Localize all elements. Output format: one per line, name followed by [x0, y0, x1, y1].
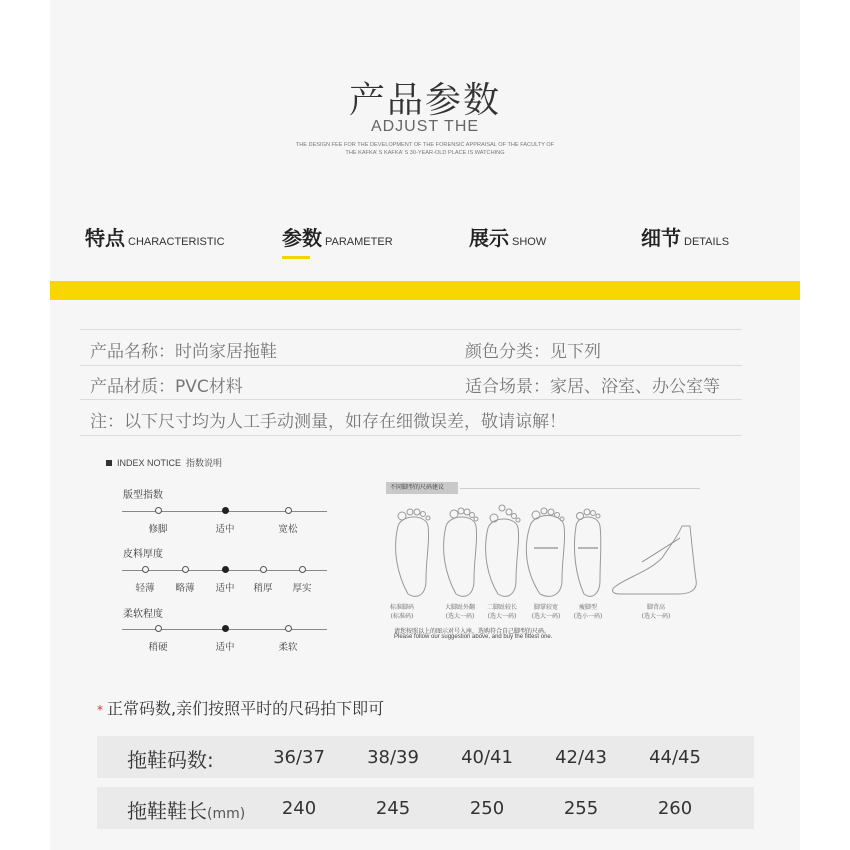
size-cell: 42/43	[555, 747, 607, 768]
scale-dot-selected	[222, 625, 229, 632]
foot-caption	[372, 602, 432, 620]
scale-dot-selected	[222, 566, 229, 573]
length-row-label	[127, 795, 245, 824]
scale-dot	[155, 507, 162, 514]
tab-label-cn: 特点	[85, 226, 125, 250]
foot-caption-line: (选小一码)	[573, 613, 603, 620]
divider	[80, 399, 742, 400]
foot-caption-line: 大脚趾外翻	[444, 604, 475, 611]
foot-caption-line: 脚掌较宽	[533, 604, 558, 611]
tab-label-en: SHOW	[512, 236, 547, 248]
size-cell: 36/37	[273, 747, 325, 768]
foot-caption-line: (选大一码)	[445, 613, 475, 620]
scale-dot	[260, 566, 267, 573]
divider	[80, 435, 742, 436]
scale-dot	[299, 566, 306, 573]
fine-print-line-1: THE DESIGN FEE FOR THE DEVELOPMENT OF THE FORENSIC APPRAISAL OF THE FACULTY OF	[295, 142, 555, 148]
page-background	[50, 0, 800, 850]
foot-guide-note-en: Please follow our suggestion above, and buy the fittest one.	[394, 634, 553, 640]
size-note-text: 正常码数,亲们按照平时的尺码拍下即可	[107, 699, 385, 718]
tab-show[interactable]	[469, 222, 546, 251]
active-tab-indicator	[282, 256, 310, 259]
page-title: 产品参数	[348, 80, 501, 121]
scale-dot	[285, 625, 292, 632]
length-cell: 240	[281, 798, 317, 819]
tab-parameter[interactable]	[282, 222, 393, 251]
size-cell: 44/45	[649, 747, 701, 768]
scale-dot	[285, 507, 292, 514]
measurement-notice: 注：以下尺寸均为人工手动测量，如存在细微误差，敬请谅解！	[90, 412, 566, 432]
tab-characteristic[interactable]	[85, 222, 225, 251]
page-subtitle: ADJUST THE	[370, 118, 480, 135]
tab-details[interactable]	[641, 222, 729, 251]
divider	[460, 488, 700, 489]
foot-caption	[626, 602, 686, 620]
tab-label-cn: 细节	[641, 226, 681, 250]
scale-label: 宽松	[278, 524, 298, 535]
product-scene: 适合场景：家居、浴室、办公室等	[465, 377, 720, 397]
product-material: 产品材质：PVC材料	[90, 377, 243, 397]
scale-dot	[155, 625, 162, 632]
tab-label-en: PARAMETER	[325, 236, 393, 248]
foot-caption-line: (选大一码)	[641, 613, 671, 620]
scale-label: 适中	[215, 583, 235, 594]
foot-caption-line: 二脚趾较长	[486, 604, 517, 611]
size-row-label: 拖鞋码数:	[127, 748, 214, 772]
size-cell: 40/41	[461, 747, 513, 768]
scale-label: 轻薄	[135, 583, 155, 594]
length-cell: 245	[375, 798, 411, 819]
length-cell: 260	[657, 798, 693, 819]
divider	[80, 365, 742, 366]
scale-label: 适中	[215, 642, 235, 653]
foot-caption	[558, 602, 618, 620]
product-color: 颜色分类：见下列	[465, 342, 601, 362]
length-row-label-text: 拖鞋鞋长	[127, 799, 207, 823]
index-group-name: 皮料厚度	[123, 549, 163, 560]
foot-type-guide	[380, 476, 710, 648]
size-note	[97, 696, 384, 719]
size-cell: 38/39	[367, 747, 419, 768]
foot-caption-line: 瘦脚型	[578, 604, 597, 611]
index-group-name: 版型指数	[123, 490, 163, 501]
foot-caption-line: (选大一码)	[487, 613, 517, 620]
length-row	[97, 787, 754, 829]
accent-bar	[50, 281, 800, 300]
tab-label-en: DETAILS	[684, 236, 730, 248]
tab-label-cn: 参数	[282, 226, 322, 250]
foot-guide-banner: 不同脚型的尺码建议	[386, 482, 458, 494]
scale-dot	[142, 566, 149, 573]
scale-dot-selected	[222, 507, 229, 514]
fine-print-line-2: THE KAFKA’ S KAFKA’ S 30-YEAR-OLD PLACE IS WATCHING	[345, 150, 505, 156]
index-notice-title	[106, 456, 222, 469]
index-group-name: 柔软程度	[123, 609, 163, 620]
foot-caption-line: (标准码)	[390, 613, 414, 620]
scale-label: 略薄	[175, 583, 195, 594]
scale-label: 适中	[215, 524, 235, 535]
scale-label: 稍硬	[148, 642, 168, 653]
asterisk-icon: *	[97, 703, 103, 717]
product-name: 产品名称：时尚家居拖鞋	[90, 342, 277, 362]
tab-label-en: CHARACTERISTIC	[128, 236, 225, 248]
scale-label: 修脚	[148, 524, 168, 535]
length-cell: 255	[563, 798, 599, 819]
foot-caption-line: 脚背高	[646, 604, 665, 611]
scale-dot	[182, 566, 189, 573]
foot-caption-line: (选大一码)	[531, 613, 561, 620]
foot-guide-note-cn: 请您按照以上的图示对号入座，选购符合自己脚型的尺码。	[394, 628, 551, 635]
index-notice-title-en: INDEX NOTICE	[117, 458, 182, 468]
tab-label-cn: 展示	[469, 226, 509, 250]
size-row	[97, 736, 754, 778]
scale-label: 稍厚	[253, 583, 273, 594]
scale-label: 柔软	[278, 642, 298, 653]
divider	[80, 329, 742, 330]
square-bullet-icon	[106, 460, 112, 466]
length-unit: (mm)	[207, 806, 246, 822]
length-cell: 250	[469, 798, 505, 819]
index-notice-title-cn: 指数说明	[186, 458, 223, 468]
foot-illustrations	[380, 496, 710, 606]
foot-caption-line: 标准脚码	[389, 604, 414, 611]
scale-label: 厚实	[292, 583, 312, 594]
